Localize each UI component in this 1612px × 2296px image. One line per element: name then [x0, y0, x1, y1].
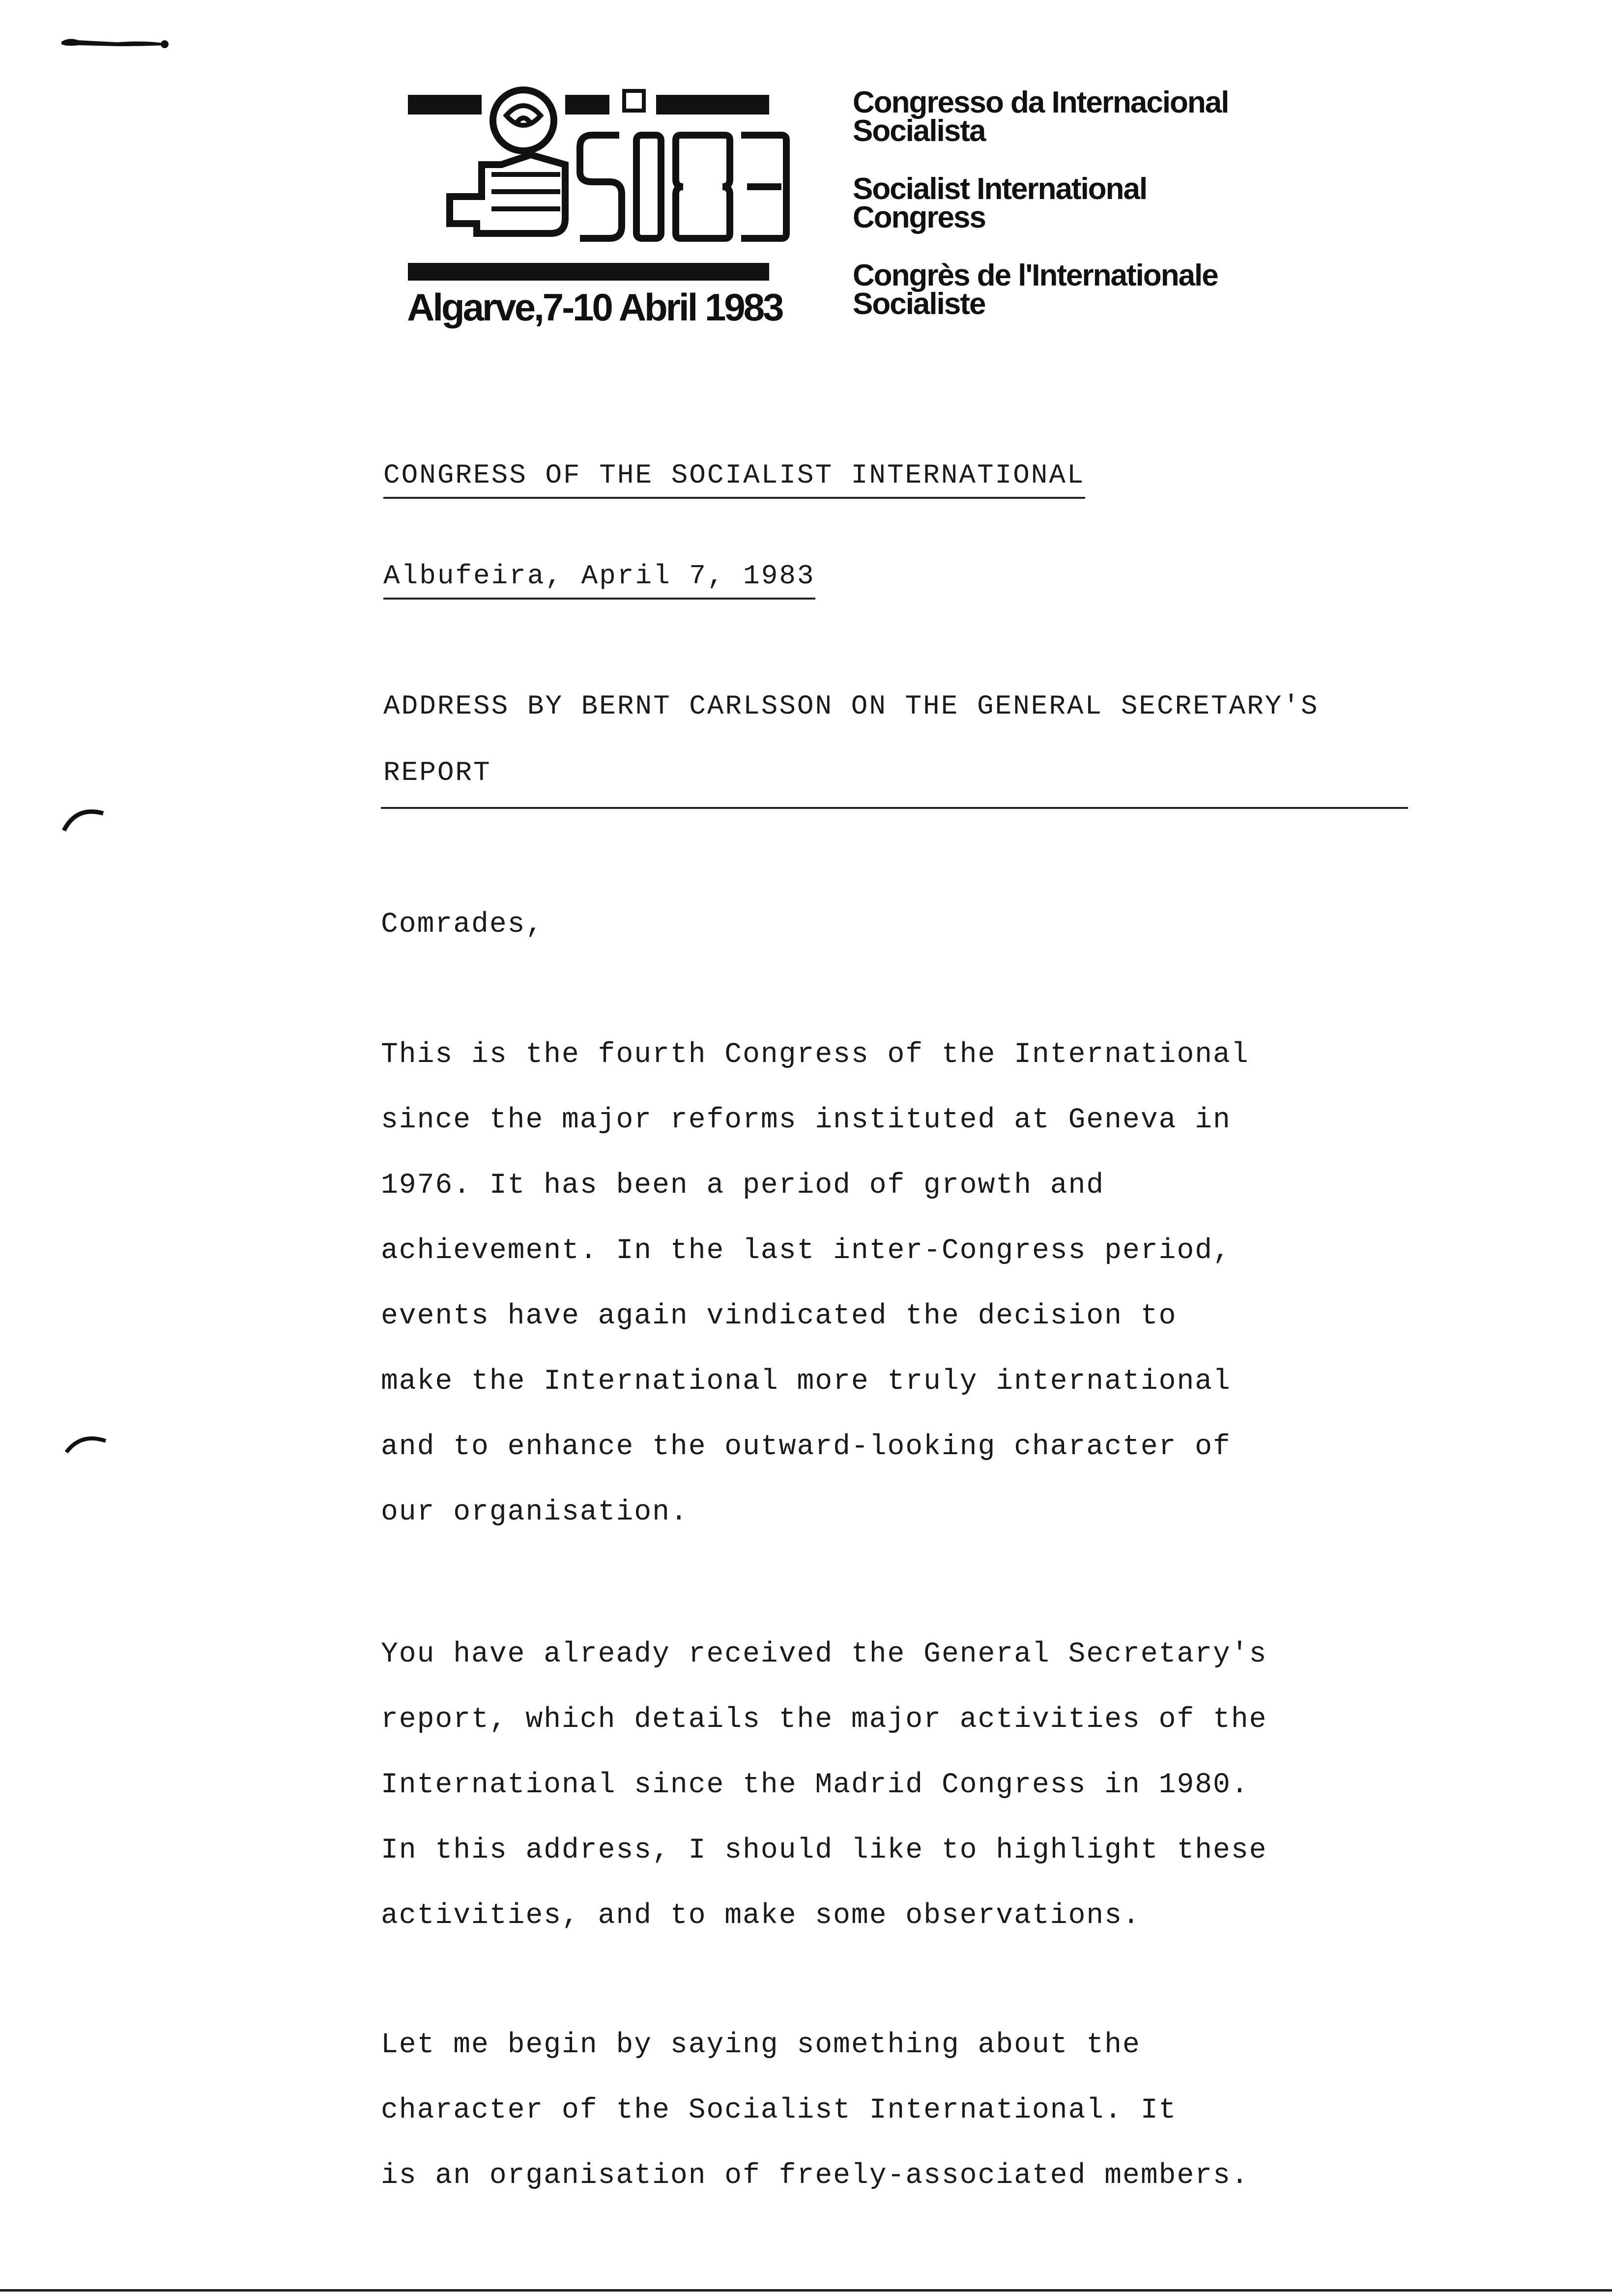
paragraph-2 [381, 1622, 1438, 1949]
paragraph-line: This is the fourth Congress of the International [381, 1039, 1249, 1071]
paragraph-line: activities, and to make some observations. [381, 1900, 1141, 1932]
congress-name-english: Socialist International Congress [853, 172, 1147, 234]
congress-name-french: Congrès de l'Internationale Socialiste [853, 258, 1218, 321]
paragraph-1 [381, 1022, 1438, 1545]
paragraph-3 [381, 2012, 1438, 2209]
paragraph-line: Let me begin by saying something about the [381, 2029, 1141, 2061]
paragraph-line: In this address, I should like to highlight these [381, 1835, 1267, 1866]
paragraph-line: International since the Madrid Congress in 1980. [381, 1769, 1249, 1801]
paragraph-line: character of the Socialist International. It [381, 2095, 1177, 2126]
paragraph-line: events have again vindicated the decision to [381, 1300, 1177, 1332]
rose-fist-emblem [403, 86, 806, 283]
scan-mark-top-left [59, 29, 172, 54]
paragraph-line: is an organisation of freely-associated members. [381, 2160, 1249, 2192]
paragraph-line: make the International more truly international [381, 1366, 1231, 1398]
congress-names [853, 88, 1344, 348]
paragraph-line: report, which details the major activities of the [381, 1704, 1267, 1736]
paragraph-line: since the major reforms instituted at Geneva in [381, 1104, 1231, 1136]
punch-hole-mark-upper [61, 801, 106, 835]
subject-underline [381, 807, 1408, 809]
page-bottom-edge [0, 2289, 1612, 2292]
subject-line-2: REPORT [383, 757, 491, 788]
punch-hole-mark-lower [64, 1425, 108, 1460]
congress-name-portuguese: Congresso da Internacional Socialista [853, 86, 1229, 148]
subject-line-1: ADDRESS BY BERNT CARLSSON ON THE GENERAL SECRETARY'S [383, 690, 1319, 722]
paragraph-line: achievement. In the last inter-Congress period, [381, 1235, 1231, 1267]
paragraph-line: 1976. It has been a period of growth and [381, 1170, 1105, 1202]
logo-caption: Algarve,7-10 Abril 1983 [407, 286, 782, 329]
document-title: CONGRESS OF THE SOCIALIST INTERNATIONAL [383, 459, 1085, 499]
paragraph-line: and to enhance the outward-looking character of [381, 1431, 1231, 1463]
place-date: Albufeira, April 7, 1983 [383, 560, 815, 600]
paragraph-line: our organisation. [381, 1496, 689, 1528]
paragraph-line: You have already received the General Secretary's [381, 1638, 1267, 1670]
salutation: Comrades, [381, 909, 544, 941]
